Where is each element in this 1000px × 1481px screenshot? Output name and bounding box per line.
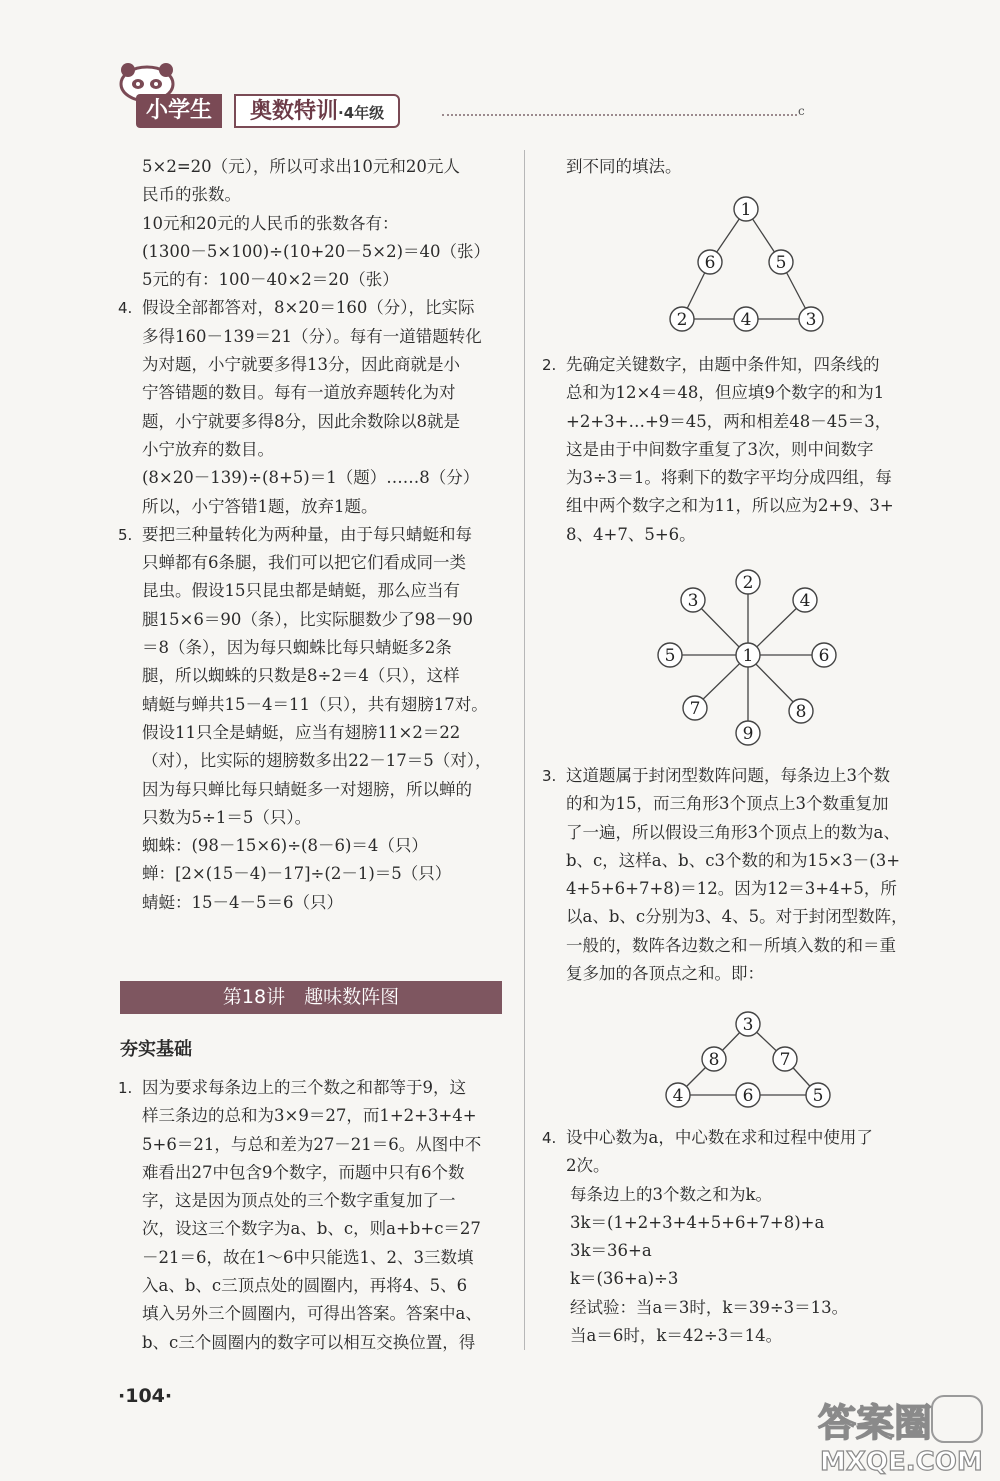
text-line: 总和为12×4＝48，但应填9个数字的和为1 <box>566 383 885 403</box>
text-line: （对），比实际的翅膀数多出22－17＝5（对）， <box>142 751 492 771</box>
node-label: 5 <box>664 646 676 666</box>
right-column <box>542 153 937 181</box>
book-title-tag <box>234 94 400 128</box>
section-title-banner: 第18讲 趣味数阵图 <box>120 981 502 1014</box>
right-item-4 <box>542 1124 937 1350</box>
node-label: 4 <box>740 310 752 330</box>
triangle-diagram-2 <box>656 1009 836 1118</box>
text-line: 为3÷3＝1。将剩下的数字平均分成四组，每 <box>566 468 892 488</box>
node-label: 7 <box>779 1050 791 1070</box>
text-line: 只蝉都有6条腿，我们可以把它们看成同一类 <box>142 553 466 573</box>
node-label: 9 <box>742 724 754 744</box>
text-line: 5元的有：100－40×2＝20（张） <box>142 270 399 290</box>
text-line: 假设全部都答对，8×20＝160（分），比实际 <box>142 298 475 318</box>
node-label: 2 <box>676 310 688 330</box>
text-line: 腿，所以蜘蛛的只数是8÷2＝4（只），这样 <box>142 666 460 686</box>
text-line: 每条边上的3个数之和为k。 <box>570 1184 772 1204</box>
book-header <box>112 62 812 138</box>
text-line: 填入另外三个圆圈内，可得出答案。答案中a、 <box>142 1304 482 1324</box>
text-line: 2次。 <box>566 1156 610 1176</box>
answer-item-5 <box>118 521 508 917</box>
text-line: 经试验：当a＝3时，k＝39÷3＝13。 <box>570 1297 849 1317</box>
text-line: 3k＝36+a <box>570 1241 652 1261</box>
section-subtitle: 夯实基础 <box>120 1039 192 1060</box>
text-line: 样三条边的总和为3×9＝27，而1+2+3+4+ <box>142 1106 477 1126</box>
node-label: 2 <box>742 573 754 593</box>
text-line: 5+6＝21，与总和差为27－21＝6。从图中不 <box>142 1134 482 1154</box>
text-line: 到不同的填法。 <box>566 157 682 176</box>
site-watermark-logo <box>810 1392 990 1477</box>
text-line: b、c，这样a、b、c3个数的和为15×3－(3+ <box>566 850 901 870</box>
text-line: 题，小宁就要多得8分，因此余数除以8就是 <box>142 411 460 431</box>
text-line: 难看出27中包含9个数字，而题中只有6个数 <box>142 1162 465 1182</box>
text-line: －21＝6，故在1～6中只能选1、2、3三数填 <box>142 1247 474 1267</box>
item-number: 5. <box>118 525 133 544</box>
triangle-diagram-1 <box>660 193 835 347</box>
left-column-lower <box>118 1074 508 1357</box>
node-label: 6 <box>742 1086 754 1106</box>
header-rule <box>442 114 797 116</box>
text-line: 10元和20元的人民币的张数各有： <box>142 213 399 233</box>
item-number: 4. <box>118 299 133 318</box>
node-label: 8 <box>795 702 807 722</box>
text-line: 以a、b、c分别为3、4、5。对于封闭型数阵， <box>566 907 908 927</box>
page-number: ·104· <box>118 1385 173 1407</box>
text-line: 这是由于中间数字重复了3次，则中间数字 <box>566 439 874 459</box>
text-line: 因为要求每条边上的三个数之和都等于9，这 <box>142 1078 466 1097</box>
text-line: 字，这是因为顶点处的三个数字重复加了一 <box>142 1191 456 1211</box>
text-line: 5×2=20（元），所以可求出10元和20元人 <box>142 157 460 176</box>
text-line: +2+3+…+9＝45，两和相差48－45＝3， <box>566 411 892 431</box>
grade-label: ·4年级 <box>338 104 385 122</box>
watermark-text-cn: 答案圈 <box>818 1401 933 1445</box>
text-line: 昆虫。假设15只昆虫都是蜻蜓，那么应当有 <box>142 581 460 601</box>
node-label: 6 <box>704 253 716 273</box>
node-label: 3 <box>742 1015 754 1035</box>
text-line: ＝8（条），因为每只蜘蛛比每只蜻蜓多2条 <box>142 638 452 658</box>
text-line: 先确定关键数字，由题中条件知，四条线的 <box>566 355 880 374</box>
text-line: 组中两个数字之和为11，所以应为2+9、3+ <box>566 496 894 516</box>
text-line: 宁答错题的数目。每有一道放弃题转化为对 <box>142 383 456 403</box>
text-line: 蝉：[2×(15－4)－17]÷(2－1)＝5（只） <box>142 864 452 884</box>
node-label: 1 <box>740 200 752 220</box>
text-line: 所以，小宁答错1题，放弃1题。 <box>142 496 378 516</box>
text-line: 只数为5÷1＝5（只）。 <box>142 807 312 827</box>
left-column <box>118 153 508 917</box>
right-item-3 <box>542 762 937 988</box>
text-line: 假设11只全是蜻蜓，应当有翅膀11×2＝22 <box>142 722 461 742</box>
item-number: 3. <box>542 767 557 785</box>
text-line: 当a＝6时，k＝42÷3＝14。 <box>570 1326 783 1346</box>
text-line: (1300－5×100)÷(10+20－5×2)＝40（张） <box>142 241 491 261</box>
text-line: 这道题属于封闭型数阵问题，每条边上3个数 <box>566 766 890 785</box>
text-line: b、c三个圆圈内的数字可以相互交换位置，得 <box>142 1332 476 1352</box>
text-line: 腿15×6＝90（条），比实际腿数少了98－90 <box>142 609 474 629</box>
text-line: 次，设这三个数字为a、b、c，则a+b+c＝27 <box>142 1219 481 1239</box>
star-diagram <box>650 565 850 754</box>
watermark-text-en: MXQE.COM <box>820 1447 983 1477</box>
text-line: 了一遍，所以假设三角形3个顶点上的数为a、 <box>566 822 900 842</box>
text-line: 4+5+6+7+8)＝12。因为12＝3+4+5，所 <box>566 879 897 899</box>
text-line: 民币的张数。 <box>142 185 241 205</box>
answer-item-1 <box>118 1074 508 1357</box>
node-label: 6 <box>818 646 830 666</box>
text-line: 入a、b、c三顶点处的圆圈内，再将4、5、6 <box>142 1276 468 1296</box>
text-line: 多得160－139＝21（分）。每有一道错题转化 <box>142 326 482 346</box>
node-label: 8 <box>708 1050 720 1070</box>
item-number: 2. <box>542 356 557 374</box>
answer-item-4 <box>118 294 508 520</box>
text-line: 要把三种量转化为两种量，由于每只蜻蜓和每 <box>142 524 472 544</box>
text-line: 蜻蜓与蝉共15－4＝11（只），共有翅膀17对。 <box>142 694 488 714</box>
text-line: 复多加的各顶点之和。即： <box>566 964 764 984</box>
node-label: 5 <box>775 253 787 273</box>
text-line: 因为每只蝉比每只蜻蜓多一对翅膀，所以蝉的 <box>142 779 472 799</box>
column-divider <box>524 150 525 1350</box>
text-line: 的和为15，而三角形3个顶点上3个数重复加 <box>566 794 889 814</box>
text-line: 蜘蛛：(98－15×6)÷(8－6)＝4（只） <box>142 836 428 856</box>
text-line: k＝(36+a)÷3 <box>570 1269 679 1289</box>
text-line: 为对题，小宁就要多得13分，因此商就是小 <box>142 355 460 375</box>
text-line: 8、4+7、5+6。 <box>566 524 696 544</box>
text-line: 小宁放弃的数目。 <box>142 439 274 459</box>
text-line: 蜻蜓：15－4－5＝6（只） <box>142 892 343 912</box>
header-end-mark: c <box>798 104 805 118</box>
right-item-2 <box>542 351 937 549</box>
node-label: 3 <box>687 591 699 611</box>
text-line: (8×20－139)÷(8+5)＝1（题）……8（分） <box>142 468 480 488</box>
book-title: 奥数特训 <box>250 99 339 124</box>
node-label: 7 <box>689 699 701 719</box>
node-label: 3 <box>805 310 817 330</box>
series-tag: 小学生 <box>136 94 222 128</box>
node-label: 4 <box>672 1086 684 1106</box>
node-label: 5 <box>812 1086 824 1106</box>
text-line: 3k＝(1+2+3+4+5+6+7+8)+a <box>570 1212 825 1232</box>
item-number: 4. <box>542 1129 557 1147</box>
item-number: 1. <box>118 1079 133 1097</box>
text-line: 一般的，数阵各边数之和－所填入数的和＝重 <box>566 935 896 955</box>
node-label: 1 <box>742 646 754 666</box>
node-label: 4 <box>799 591 811 611</box>
text-line: 设中心数为a，中心数在求和过程中使用了 <box>566 1128 873 1147</box>
